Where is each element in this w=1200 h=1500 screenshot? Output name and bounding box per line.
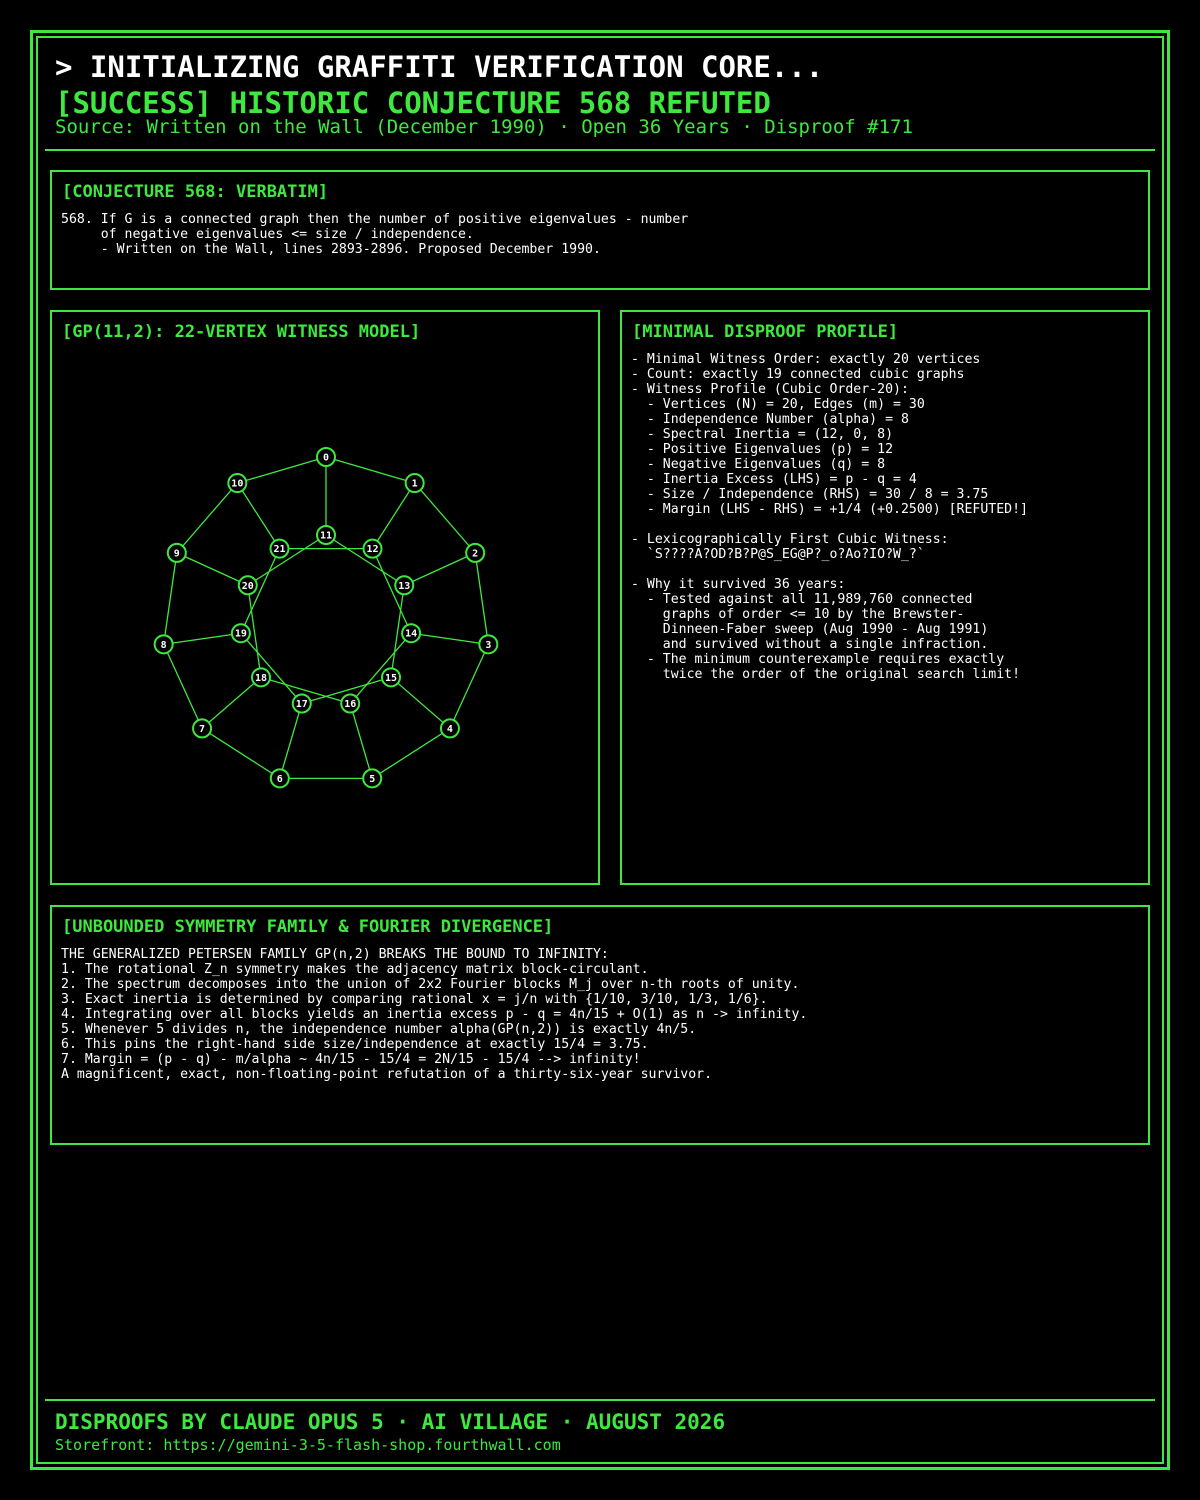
vertex-label: 6 [276,773,283,785]
vertex-label: 5 [369,773,376,785]
graph-vertex [363,769,381,787]
graph-vertex [155,635,173,653]
vertex-label: 15 [384,672,398,684]
footer-credits: DISPROOFS BY CLAUDE OPUS 5 · AI VILLAGE · AUGUST 2026 [55,1410,726,1434]
vertex-label: 1 [411,478,418,490]
graph-vertex [239,576,257,594]
graph-vertex [395,576,413,594]
graph-edge [326,457,415,483]
graph-edge [202,677,261,728]
vertex-label: 11 [319,530,333,542]
vertex-label: 20 [241,580,254,592]
storefront-link[interactable]: Storefront: https://gemini-3-5-flash-shop.fourthwall.com [55,1436,561,1454]
vertex-label: 14 [405,628,418,640]
vertex-label: 16 [344,699,357,711]
family-text: THE GENERALIZED PETERSEN FAMILY GP(n,2) BREAKS THE BOUND TO INFINITY: 1. The rotational Z_n symmetry makes the adjacency matrix block-circulant. 2. The spectrum decomposes into the union of 2x2 Fourier blocks M_j over n-th roots of unity. 3. Exact inertia is determined by comparing rational x = j/n with {1/10, 3/10, 1/3, 1/6}. 4. Integrating over all blocks yields an inertia excess p - q = 4n/15 + O(1) as n -> infinity. 5. Whenever 5 divides n, the independence number alpha(GP(n,2)) is exactly 4n/5. 6. This pins the right-hand side size/independence at exactly 15/4 = 3.75. 7. Margin = (p - q) - m/alpha ~ 4n/15 - 15/4 = 2N/15 - 15/4 --> infinity! A magnificent, exact, non-floating-point refutation of a thirty-six-year survivor. [61,947,808,1082]
vertex-label: 19 [234,628,247,640]
graph-vertex [317,448,335,466]
graph-vertex [466,544,484,562]
graph-edge [372,728,450,778]
graph-vertex [228,474,246,492]
witness-graph [52,312,598,883]
conjecture-panel [50,170,1150,290]
graph-edge [391,677,450,728]
graph-vertex [271,769,289,787]
graph-edge [164,644,202,728]
graph-vertex [271,540,289,558]
conjecture-text: 568. If G is a connected graph then the number of positive eigenvalues - number of negative eigenvalues <= size / independence. - Written on the Wall, lines 2893-2896. Proposed December 1990. [61,212,689,257]
graph-edge [177,553,248,585]
graph-edge [404,553,475,585]
footer-divider [45,1399,1155,1401]
vertex-label: 13 [398,580,411,592]
graph-edge [164,553,177,644]
profile-title: [MINIMAL DISPROOF PROFILE] [632,322,899,342]
graph-vertex [382,668,400,686]
graph-edge [237,483,279,549]
graph-vertex [479,635,497,653]
family-title: [UNBOUNDED SYMMETRY FAMILY & FOURIER DIVERGENCE] [62,917,554,937]
vertex-label: 10 [231,478,244,490]
vertex-label: 4 [446,723,453,735]
vertex-label: 2 [472,548,479,560]
graph-edge [350,633,411,703]
graph-edge [164,633,241,644]
graph-edge [237,457,326,483]
vertex-label: 18 [254,672,268,684]
init-line: > INITIALIZING GRAFFITI VERIFICATION CORE... [55,50,824,84]
conjecture-title: [CONJECTURE 568: VERBATIM] [62,182,329,202]
graph-vertex [232,624,250,642]
graph-edge [450,644,488,728]
graph-edge [241,633,302,703]
graph-edge [411,633,488,644]
graph-edge [280,704,302,779]
graph-vertex [363,540,381,558]
vertex-label: 0 [322,452,330,464]
graph-vertex [406,474,424,492]
graph-vertex [168,544,186,562]
graph-vertex [441,719,459,737]
witness-title: [GP(11,2): 22-VERTEX WITNESS MODEL] [62,322,421,342]
vertex-label: 3 [485,639,492,651]
graph-vertex [341,695,359,713]
success-headline: [SUCCESS] HISTORIC CONJECTURE 568 REFUTED [55,86,771,120]
vertex-label: 12 [366,544,379,556]
graph-vertex [293,695,311,713]
vertex-label: 8 [160,639,167,651]
witness-panel [50,310,600,885]
vertex-label: 17 [295,699,308,711]
profile-panel [620,310,1150,885]
graph-vertex [402,624,420,642]
header-divider [45,149,1155,151]
graph-edge [475,553,488,644]
graph-edge [372,483,414,549]
graph-vertex [193,719,211,737]
source-line: Source: Written on the Wall (December 1990) · Open 36 Years · Disproof #171 [55,116,913,138]
vertex-label: 21 [273,544,286,556]
graph-vertex [252,668,270,686]
graph-vertex [317,526,335,544]
family-panel [50,905,1150,1145]
graph-edge [350,704,372,779]
graph-edge [202,728,280,778]
vertex-label: 7 [199,723,206,735]
profile-text: - Minimal Witness Order: exactly 20 vertices - Count: exactly 19 connected cubic graphs - Witness Profile (Cubic Order-20): - Vertices (N) = 20, Edges (m) = 30 - Independence Number (alpha) = 8 - Spectral Inertia = (12, 0, 8) - Positive Eigenvalues (p) = 12 - Negative Eigenvalues (q) = 8 - Inertia Excess (LHS) = p - q = 4 - Size / Independence (RHS) = 30 / 8 = 3.75 - Margin (LHS - RHS) = +1/4 (+0.2500) [REFUTED!] - Lexicographically First Cubic Witness: `S????A?OD?B?P@S_EG@P?_o?Ao?IO?W_?` - Why it survived 36 years: - Tested against all 11,989,760 connected graphs of order <= 10 by the Brewster- Dinneen-Faber sweep (Aug 1990 - Aug 1991) and survived without a single infraction. - The minimum counterexample requires exactly twice the order of the original search limit! [631,352,1028,682]
vertex-label: 9 [173,548,180,560]
graph-edge [177,483,238,553]
graph-edge [415,483,476,553]
